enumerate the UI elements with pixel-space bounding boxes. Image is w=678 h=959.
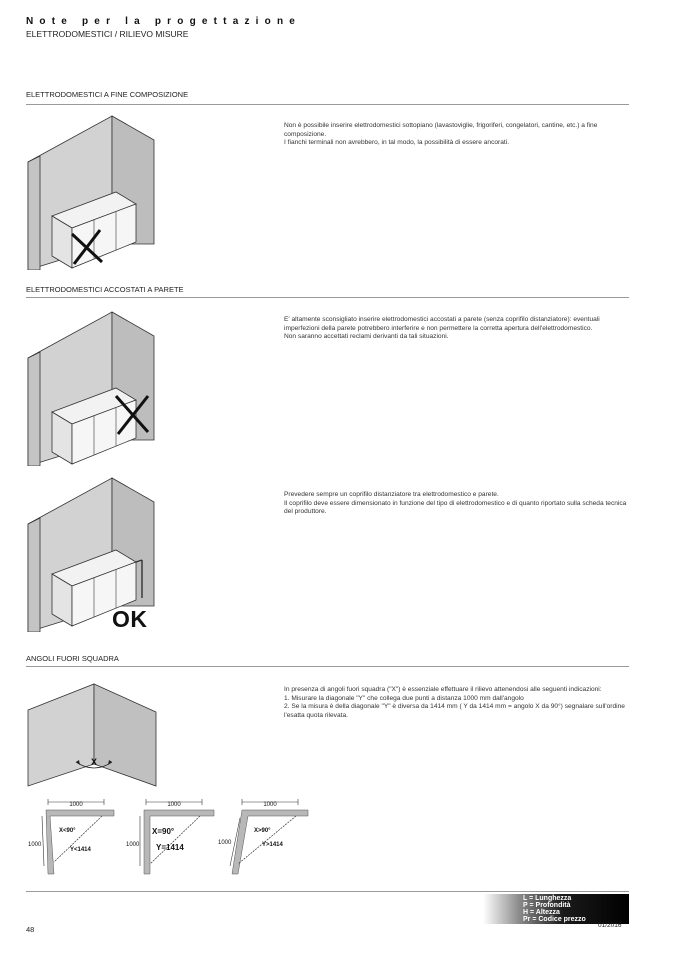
- paragraph: 1. Misurare la diagonale "Y" che collega due punti a distanza 1000 mm dall'angolo: [284, 694, 524, 702]
- section-divider: [26, 666, 629, 667]
- section-text: [284, 122, 632, 148]
- angle-label: X=90°: [152, 827, 175, 836]
- angle-label: X<90°: [59, 828, 76, 834]
- diagram-obtuse-angle: [216, 796, 310, 876]
- paragraph: I fianchi terminali non avrebbero, in tal modo, la possibilità di essere ancorati.: [284, 139, 510, 147]
- paragraph: Prevedere sempre un coprifilo distanziatore tra elettrodomestico e parete.: [284, 491, 499, 498]
- page-subtitle: ELETTRODOMESTICI / RILIEVO MISURE: [26, 29, 189, 39]
- section-divider: [26, 297, 629, 298]
- legend: [523, 895, 586, 923]
- revision-date: 01/2016: [598, 922, 622, 929]
- page-title: Note per la progettazione: [26, 16, 302, 27]
- diagonal-label: Y=1414: [156, 843, 184, 852]
- section-heading-fine-composizione: ELETTRODOMESTICI A FINE COMPOSIZIONE: [26, 90, 189, 99]
- page-number: 48: [26, 925, 35, 934]
- diagram-acute-angle: [26, 796, 116, 876]
- top-measure: 1000: [69, 802, 83, 808]
- appliance-against-wall-illustration: [24, 308, 164, 466]
- legend-item: Pr = Codice prezzo: [523, 916, 586, 923]
- section-text: [284, 316, 632, 342]
- paragraph: Il coprifilo deve essere dimensionato in funzione del tipo di elettrodomestico e di quanto riportato sulla scheda tecnica del produttore.: [284, 499, 627, 516]
- footer-divider: [26, 891, 629, 892]
- section-heading-accostati-parete: ELETTRODOMESTICI ACCOSTATI A PARETE: [26, 285, 184, 294]
- legend-item: L = Lunghezza: [523, 895, 572, 902]
- appliance-end-composition-illustration: [24, 112, 164, 270]
- paragraph: In presenza di angoli fuori squadra ("X") è essenziale effettuare il rilievo attenendosi alle seguenti indicazioni:: [284, 686, 602, 693]
- diagonal-label: Y>1414: [262, 842, 283, 848]
- ok-label: OK: [112, 606, 148, 632]
- side-measure: 1000: [28, 842, 42, 848]
- top-measure: 1000: [263, 802, 277, 808]
- section-text: [284, 686, 632, 721]
- legend-item: P = Profondità: [523, 902, 571, 909]
- section-divider: [26, 104, 629, 105]
- diagram-right-angle: [124, 796, 216, 876]
- section-heading-angoli: ANGOLI FUORI SQUADRA: [26, 654, 119, 663]
- paragraph: Non è possibile inserire elettrodomestici sottopiano (lavastoviglie, frigoriferi, congelatori, cantine, etc.) a fine composizione.: [284, 122, 598, 138]
- side-measure: 1000: [218, 840, 232, 846]
- corner-label: X: [90, 757, 98, 767]
- diagonal-label: Y<1414: [70, 847, 91, 853]
- paragraph: 2. Se la misura è della diagonale "Y" è diversa da 1414 mm ( Y da 1414 mm = angolo X da 90°) segnalare sull'ordine l'esatta quota rilevata.: [284, 703, 625, 720]
- paragraph: E' altamente sconsigliato inserire elettrodomestici accostati a parete (senza coprifilo distanziatore): eventuali imperfezioni della parete potrebbero interferire e non permettere la corretta apertura dell'elettrodomestico.: [284, 316, 600, 332]
- legend-item: H = Altezza: [523, 909, 560, 916]
- side-measure: 1000: [126, 842, 140, 848]
- top-measure: 1000: [167, 802, 181, 808]
- angle-label: X>90°: [254, 828, 271, 834]
- paragraph: Non saranno accettati reclami derivanti da tali situazioni.: [284, 333, 449, 341]
- out-of-square-corner-illustration: [24, 680, 164, 790]
- section-text: [284, 491, 632, 517]
